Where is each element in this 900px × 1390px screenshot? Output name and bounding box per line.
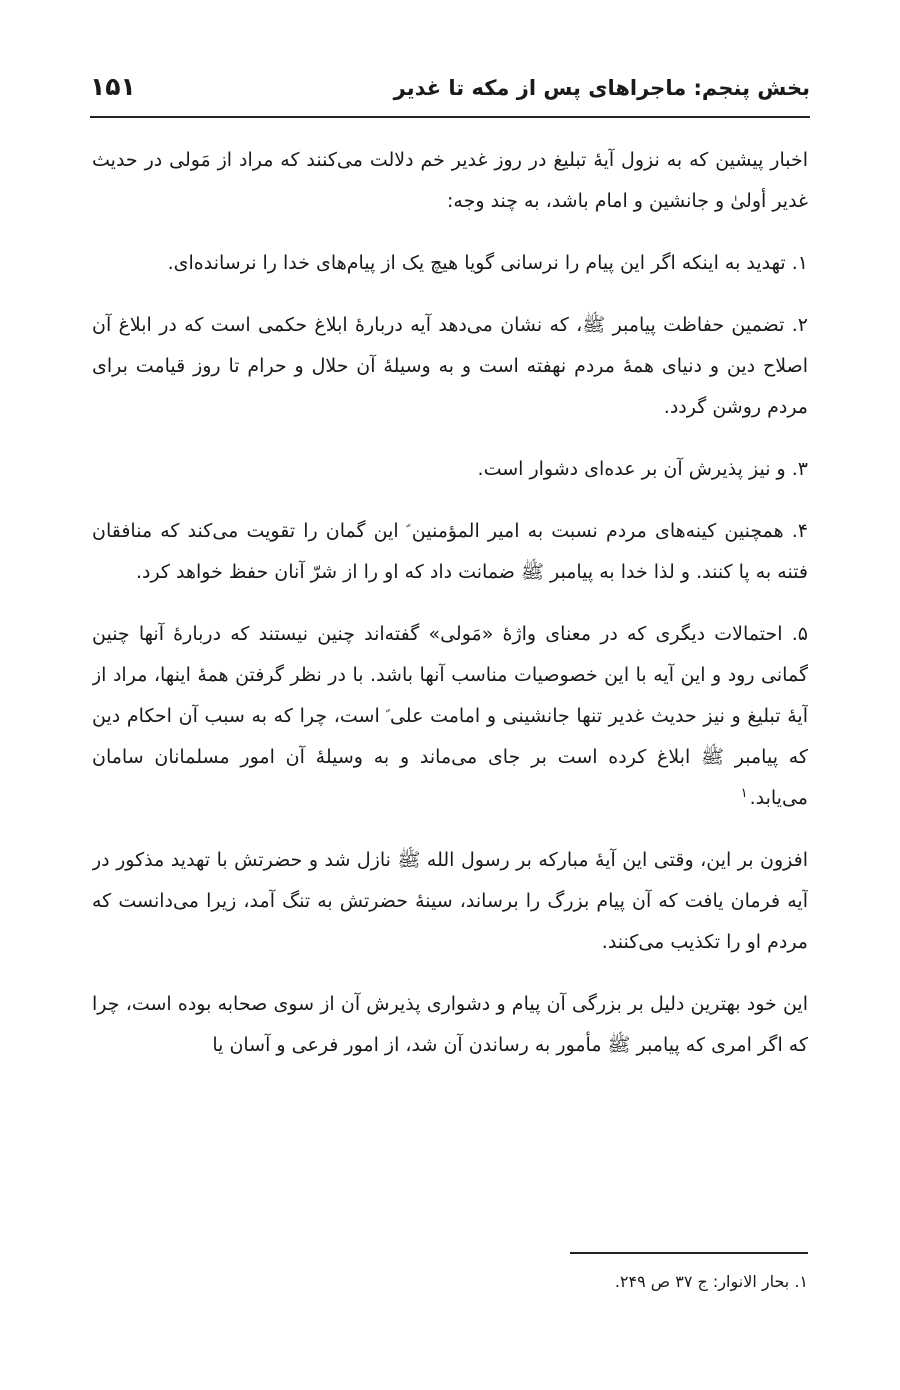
paragraph-evidence: این خود بهترین دلیل بر بزرگی آن پیام و دشواری پذیرش آن از سوی صحابه بوده است، چرا که اگر امری که پیامبر ﷺ مأمور به رساندن آن شد، از امور فرعی و آسان یا (92, 993, 808, 1056)
page-number: ۱۵۱ (90, 72, 136, 101)
paragraph-intro: اخبار پیشین که به نزول آیهٔ تبلیغ در روز غدیر خم دلالت می‌کنند که مراد از مَولی در حدیث غدیر أولیٰ و جانشین و امام باشد، به چند وجه: (92, 149, 808, 212)
paragraph-furthermore: افزون بر این، وقتی این آیهٔ مبارکه بر رسول الله ﷺ نازل شد و حضرتش با تهدید مذکور در آیه فرمان یافت که آن پیام بزرگ را برساند، سینهٔ حضرتش به تنگ آمد، زیرا می‌دانست که مردم او را تکذیب می‌کنند. (92, 849, 808, 953)
running-title: بخش پنجم: ماجراهای پس از مکه تا غدیر (393, 76, 810, 100)
paragraph-point-2: ۲. تضمین حفاظت پیامبر ﷺ، که نشان می‌دهد آیه دربارهٔ ابلاغ حکمی است که در ابلاغ آن اصلاح دین و دنیای همهٔ مردم نهفته است و به وسیلهٔ آن حلال و حرام تا روز قیامت برای مردم روشن گردد. (92, 314, 808, 418)
footnote: ۱. بحار الانوار: ج ۳۷ ص ۲۴۹. (614, 1272, 808, 1291)
footnote-divider (570, 1252, 808, 1254)
paragraph-point-1: ۱. تهدید به اینکه اگر این پیام را نرسانی گویا هیچ یک از پیام‌های خدا را نرسانده‌ای. (167, 252, 808, 274)
body-text (92, 140, 808, 1220)
paragraph-point-5 (92, 614, 808, 819)
paragraph-point-5-text: ۵. احتمالات دیگری که در معنای واژهٔ «مَولی» گفته‌اند چنین نیستند که دربارهٔ آنها چنین گمانی رود و این آیه با این خصوصیات مناسب آنها باشد. با در نظر گرفتن همهٔ اینها، مراد از آیهٔ تبلیغ و نیز حدیث غدیر تنها جانشینی و امامت علی ؑ است، چرا که به سبب آن احکام دین که پیامبر ﷺ ابلاغ کرده است بر جای می‌ماند و به وسیلهٔ آن امور مسلمانان سامان می‌یابد. (92, 623, 808, 809)
paragraph-point-4: ۴. همچنین کینه‌های مردم نسبت به امیر المؤمنین ؑ این گمان را تقویت می‌کند که منافقان فتنه به پا کنند. و لذا خدا به پیامبر ﷺ ضمانت داد که او را از شرّ آنان حفظ خواهد کرد. (92, 520, 808, 583)
page-header (90, 66, 810, 118)
footnote-reference[interactable]: ۱ (740, 785, 748, 801)
paragraph-point-3: ۳. و نیز پذیرش آن بر عده‌ای دشوار است. (477, 458, 808, 480)
